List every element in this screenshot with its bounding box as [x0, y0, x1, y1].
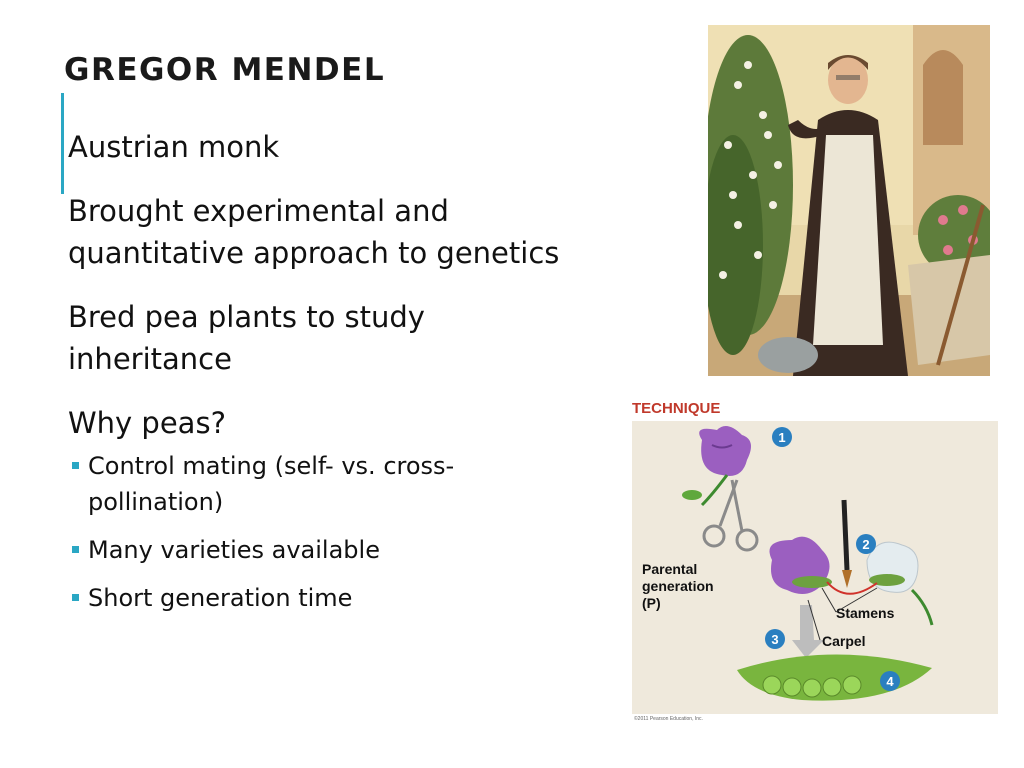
square-bullet-icon [72, 546, 79, 553]
bullet-why-peas: Why peas? [68, 406, 226, 440]
slide-content [68, 126, 628, 628]
square-bullet-icon [72, 594, 79, 601]
bullet-bred-pea-plants: Bred pea plants to study inheritance [68, 300, 425, 376]
sub-bullet-list [68, 448, 628, 616]
technique-heading: TECHNIQUE [632, 400, 721, 417]
carpel-label: Carpel [822, 633, 866, 649]
pollination-diagram [632, 400, 998, 724]
slide-title: GREGOR MENDEL [64, 52, 386, 88]
sub-bullet-varieties [68, 532, 628, 568]
technique-diagram [632, 400, 998, 724]
sub-bullet-text: Short generation time [88, 584, 353, 612]
mendel-portrait-image [708, 25, 990, 376]
step-1-label: 1 [778, 430, 786, 445]
sub-bullet-text: Many varieties available [88, 536, 380, 564]
stamens-label: Stamens [836, 605, 895, 621]
sub-bullet-control-mating [68, 448, 528, 520]
accent-bar [61, 93, 64, 194]
step-3-label: 3 [771, 632, 779, 647]
sub-bullet-text: Control mating (self- vs. cross-pollination) [88, 452, 455, 516]
bullet-experimental-approach: Brought experimental and quantitative approach to genetics [68, 194, 560, 270]
step-2-label: 2 [862, 537, 870, 552]
square-bullet-icon [72, 462, 79, 469]
sub-bullet-generation-time [68, 580, 628, 616]
step-4-label: 4 [886, 674, 894, 689]
copyright-text: ©2011 Pearson Education, Inc. [634, 716, 703, 722]
bullet-austrian-monk: Austrian monk [68, 130, 280, 164]
parental-generation-label: Parental generation (P) [642, 561, 714, 611]
